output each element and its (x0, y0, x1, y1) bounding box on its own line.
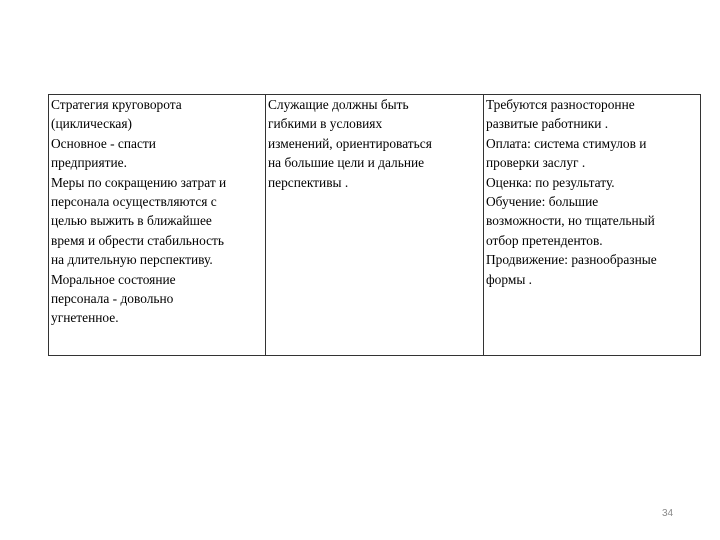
cell-text-line: формы . (486, 271, 533, 287)
cell-text-line: (циклическая) (51, 116, 132, 132)
table-row (49, 95, 701, 356)
cell-text-line: предприятие. (51, 155, 127, 171)
cell-text-line: время и обрести стабильность (51, 232, 225, 248)
cell-text-line: Продвижение: разнообразные (486, 252, 657, 268)
cell-text-line: персонала осуществляются с (51, 194, 217, 210)
cell-text-line: на большие цели и дальние (268, 155, 425, 171)
cell-text-line: гибкими в условиях (268, 116, 383, 132)
cell-text-line: Оценка: по результату. (486, 174, 615, 190)
cell-text-line: Меры по сокращению затрат и (51, 174, 227, 190)
page-number: 34 (662, 508, 674, 519)
table-cell-strategy (49, 95, 266, 356)
cell-text-line: Служащие должны быть (268, 97, 409, 112)
cell-text-line: персонала - довольно (51, 291, 174, 307)
cell-text-line: развитые работники . (486, 116, 609, 132)
table-cell-hr-policy (484, 95, 701, 356)
cell-text-line: изменений, ориентироваться (268, 135, 432, 151)
cell-text-line: возможности, но тщательный (486, 213, 655, 229)
cell-text-line: Оплата: система стимулов и (486, 135, 647, 151)
cell-text-line: проверки заслуг . (486, 155, 586, 171)
cell-text-line: целью выжить в ближайшее (51, 213, 212, 229)
cell-text-line: на длительную перспективу. (51, 252, 213, 268)
cell-text-line: Стратегия круговорота (51, 97, 182, 112)
cell-text-line: перспективы . (268, 174, 349, 190)
cell-text-line: Моральное состояние (51, 271, 176, 287)
table-cell-employees (266, 95, 484, 356)
cell-text-line: Основное - спасти (51, 135, 156, 151)
cell-text-line: угнетенное. (51, 310, 119, 326)
cell-text-line: отбор претендентов. (486, 232, 603, 248)
cell-text-line: Обучение: большие (486, 194, 599, 210)
strategy-table (48, 94, 701, 356)
cell-text-line: Требуются разносторонне (486, 97, 635, 112)
